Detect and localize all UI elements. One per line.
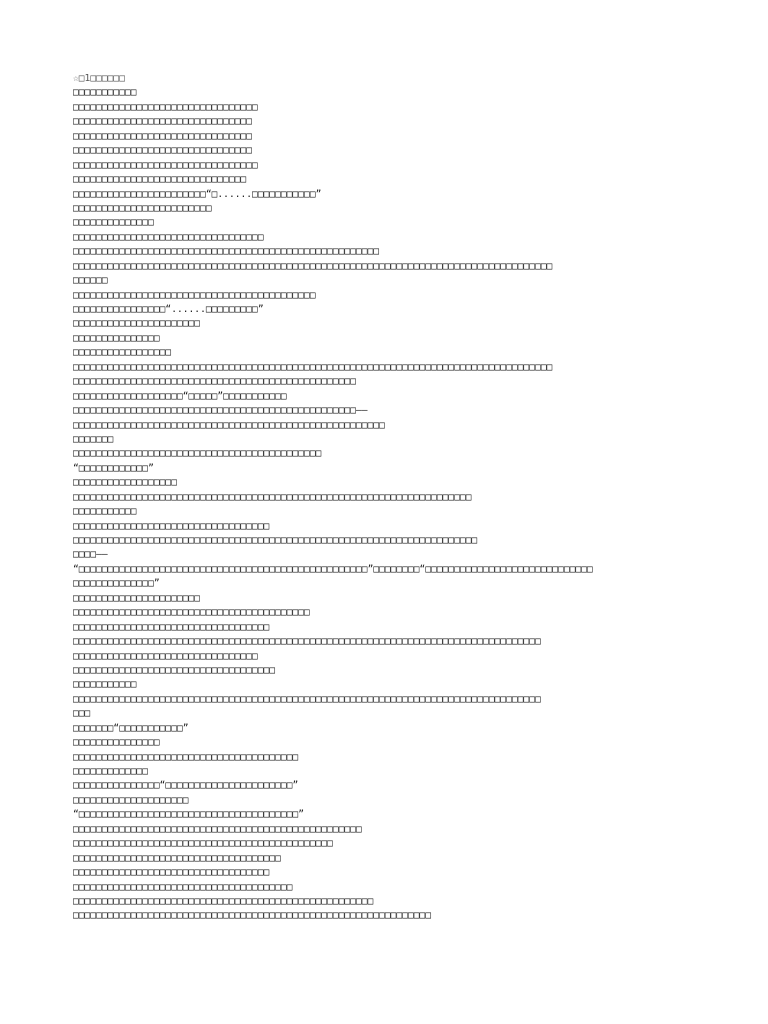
text-line: □□□□□□□ bbox=[73, 433, 114, 445]
text-line: □□□□□□□□□□□□□□□□□□□□□□□□□□□□□□□□□□□□□□□□□□□□□□□□□□ bbox=[73, 823, 362, 835]
text-line: □□□□□□□□□□□□□□□□□□□□□□□□□□□□□□□□□ bbox=[73, 231, 264, 243]
text-line: □□□□□□□□□□□□□ bbox=[73, 766, 149, 777]
text-line: □□□□□□□□□□□□□□□□□□□□□□□□□□□□□□□□ bbox=[73, 101, 258, 113]
text-line: “□□□□□□□□□□□□□□□□□□□□□□□□□□□□□□□□□□□□□□” bbox=[73, 809, 305, 821]
text-line: □□□□□□□□□□□□□□□□□□ bbox=[73, 477, 177, 489]
text-line: □□□□□□□□□□□ bbox=[73, 87, 137, 99]
text-line: □□□□□□□□□□□□□□□□□□□□□□□□□□□□□□□□ bbox=[73, 650, 258, 662]
text-line: □□□□□□□□□□□□□□□□□□□□□□□□□□□□□□□□□□□□□□□□□□□□□□□□□□□□□□□□□□□□□□□□□□□□□□□□□□□□□□□□□□□ bbox=[73, 361, 553, 373]
text-line: □□□□□□□□□□□□□□□ bbox=[73, 737, 160, 749]
text-line: □□□□□□□□□□□□□□ bbox=[73, 217, 154, 229]
text-line: “□□□□□□□□□□□□” bbox=[73, 462, 154, 474]
document-page bbox=[73, 72, 733, 924]
text-line: □□□□□□□□□□□ bbox=[73, 679, 137, 691]
text-line: □□□□□□□□□□□□□□□□□□□□ bbox=[73, 794, 189, 806]
text-line: □□□□□□□□□□□□□□□□□□□□□□□□ bbox=[73, 202, 212, 214]
text-line: □□□□□□□□□□□□□□□□□□□□□□□□□□□□□□□□□□□□□□□□□□□□□□□□□□□□□□□□□□□□□□□□□□□□□□□□□□□□□□□□□ bbox=[73, 636, 541, 648]
text-line: □□□□□□□□□□□□□□□□□□□□□□□□□□□□□□ bbox=[73, 174, 247, 186]
text-line: □□□□□□□□□□□□□□□□□□□□□□□□□□□□□□□□□□□□□□□□□□ bbox=[73, 289, 316, 301]
text-line: □□□□□□ bbox=[73, 275, 108, 287]
text-line: □□□□□□□□□□□□□□□“□□□□□□□□□□□□□□□□□□□□□□” bbox=[73, 780, 299, 792]
text-line: □□□□□□□□□□□ bbox=[73, 506, 137, 518]
text-line: □□□□□□□□□□□□□□□□□□□“□□□□□”□□□□□□□□□□□ bbox=[73, 390, 287, 402]
text-line: □□□□□□□□□□□□□□□□□□□□□□□□□□□□□□□□□□□□□□□□□□□□□□□□□□□□□□□□□□□□□□ bbox=[73, 910, 432, 922]
text-line: □□□□□□□□□□□□□□□□□□□□□□□□□□□□□□□□□□□□□□□□□ bbox=[73, 607, 310, 619]
text-line: □□□□□□□□□□□□□□□□□□□□□□□□□□□□□□□□□□□□ bbox=[73, 852, 281, 864]
text-line: □□□□□□□□□□□□□□□□□□□□□□□□□□□□□□□□□□□□□□□□□□□□□□□□□□□□□□□□□□□□□□□□□□□□□ bbox=[73, 491, 472, 503]
text-line: □□□□□□□□□□□□□□□□□□□□□□□□□□□□□□□□□□□□□□□□□□□□□□□□□□□□□□□□□□□□□□□□□□□□□□ bbox=[73, 535, 478, 546]
text-line: □□□□□□□□□□□□□□□□□□□□□□□□□□□□□□□□□□□ bbox=[73, 664, 276, 676]
text-line: □□□□□□□□□□□□□□□□□□□□□□□□□□□□□□□□□□□□□□ bbox=[73, 881, 293, 893]
document-heading: ☆□1□□□□□□ bbox=[73, 73, 125, 84]
text-line: □□□□□□□□□□□□□□□□□□□□□□ bbox=[73, 318, 201, 330]
text-line: □□□□□□□□□□□□□□□□□□□□□□□□□□□□□□□□□□□□□□□□□□□□□□□□□□□□□□ bbox=[73, 419, 385, 431]
text-line: “□□□□□□□□□□□□□□□□□□□□□□□□□□□□□□□□□□□□□□□□□□□□□□□□□□”□□□□□□□□“□□□□□□□□□□□□□□□□□□□□□□□□□□□□□ bbox=[73, 563, 593, 575]
text-line: □□□□□□□□□□□□□□□ bbox=[73, 332, 160, 344]
text-line: □□□□□□□“□□□□□□□□□□□” bbox=[73, 722, 189, 734]
text-line: □□□□□□□□□□□□□□□□□□□□□□□□□□□□□□□□ bbox=[73, 159, 258, 171]
text-line: □□□□□□□□□□□□□□□□□□□□□□□□□□□□□□□ bbox=[73, 116, 253, 128]
text-line: □□□□□□□□□□□□□□□□□□□□□□□□□□□□□□□□□□□□□□□□□□□□□ bbox=[73, 838, 333, 850]
text-line: □□□ bbox=[73, 708, 91, 720]
text-line: □□□□□□□□□□□□□□□□□□□□□□□□□□□□□□□□□□□□□□□□□□□□□□□□□—— bbox=[73, 405, 368, 417]
text-line: □□□□□□□□□□□□□□□□□□□□□□□□□□□□□□□□□□ bbox=[73, 520, 270, 532]
text-line: □□□□□□□□□□□□□□□□□ bbox=[73, 347, 172, 359]
text-line: □□□□□□□□□□□□□□□□□□□□□□□□□□□□□□□□□□□□□□□□□□□□□□□□□ bbox=[73, 376, 357, 388]
text-line: □□□□□□□□□□□□□□□□□□□□□□□□□□□□□□□□□□ bbox=[73, 867, 270, 879]
text-line: □□□□□□□□□□□□□□□□□□□□□□□□□□□□□□□ bbox=[73, 145, 253, 157]
text-line: □□□□□□□□□□□□□□□□□□□□□□□□□□□□□□□□□□□□□□□□□□□ bbox=[73, 448, 322, 460]
text-line: □□□□□□□□□□□□□□□□□□□□□□□□□□□□□□□□□□ bbox=[73, 621, 270, 633]
text-line: □□□□□□□□□□□□□□□□□□□□□□□□□□□□□□□□□□□□□□□□□□□□□□□□□□□□□□□□□□□□□□□□□□□□□□□□□□□□□□□□□ bbox=[73, 693, 541, 705]
text-line: □□□□□□□□□□□□□□□□□□□□□□□□□□□□□□□□□□□□□□□□□□□□□□□□□□□□□ bbox=[73, 246, 380, 258]
text-line: □□□□□□□□□□□□□□□□□□□□□□□□□□□□□□□ bbox=[73, 130, 253, 142]
text-line: □□□□□□□□□□□□□□□□□□□□□□□□□□□□□□□□□□□□□□□□□□□□□□□□□□□□□□□□□□□□□□□□□□□□□□□□□□□□□□□□□□□ bbox=[73, 260, 553, 272]
text-line: □□□□□□□□□□□□□□□□□□□□□□ bbox=[73, 592, 201, 604]
text-line: □□□□□□□□□□□□□□” bbox=[73, 578, 160, 590]
text-line: □□□□□□□□□□□□□□□□□□□□□□□□□□□□□□□□□□□□□□□ bbox=[73, 751, 299, 763]
text-line: □□□□—— bbox=[73, 549, 108, 561]
text-line: □□□□□□□□□□□□□□□□“......□□□□□□□□□” bbox=[73, 304, 264, 315]
text-line: □□□□□□□□□□□□□□□□□□□□□□□□□□□□□□□□□□□□□□□□□□□□□□□□□□□□ bbox=[73, 895, 374, 907]
text-line: □□□□□□□□□□□□□□□□□□□□□□□“□......□□□□□□□□□□□” bbox=[73, 188, 322, 200]
